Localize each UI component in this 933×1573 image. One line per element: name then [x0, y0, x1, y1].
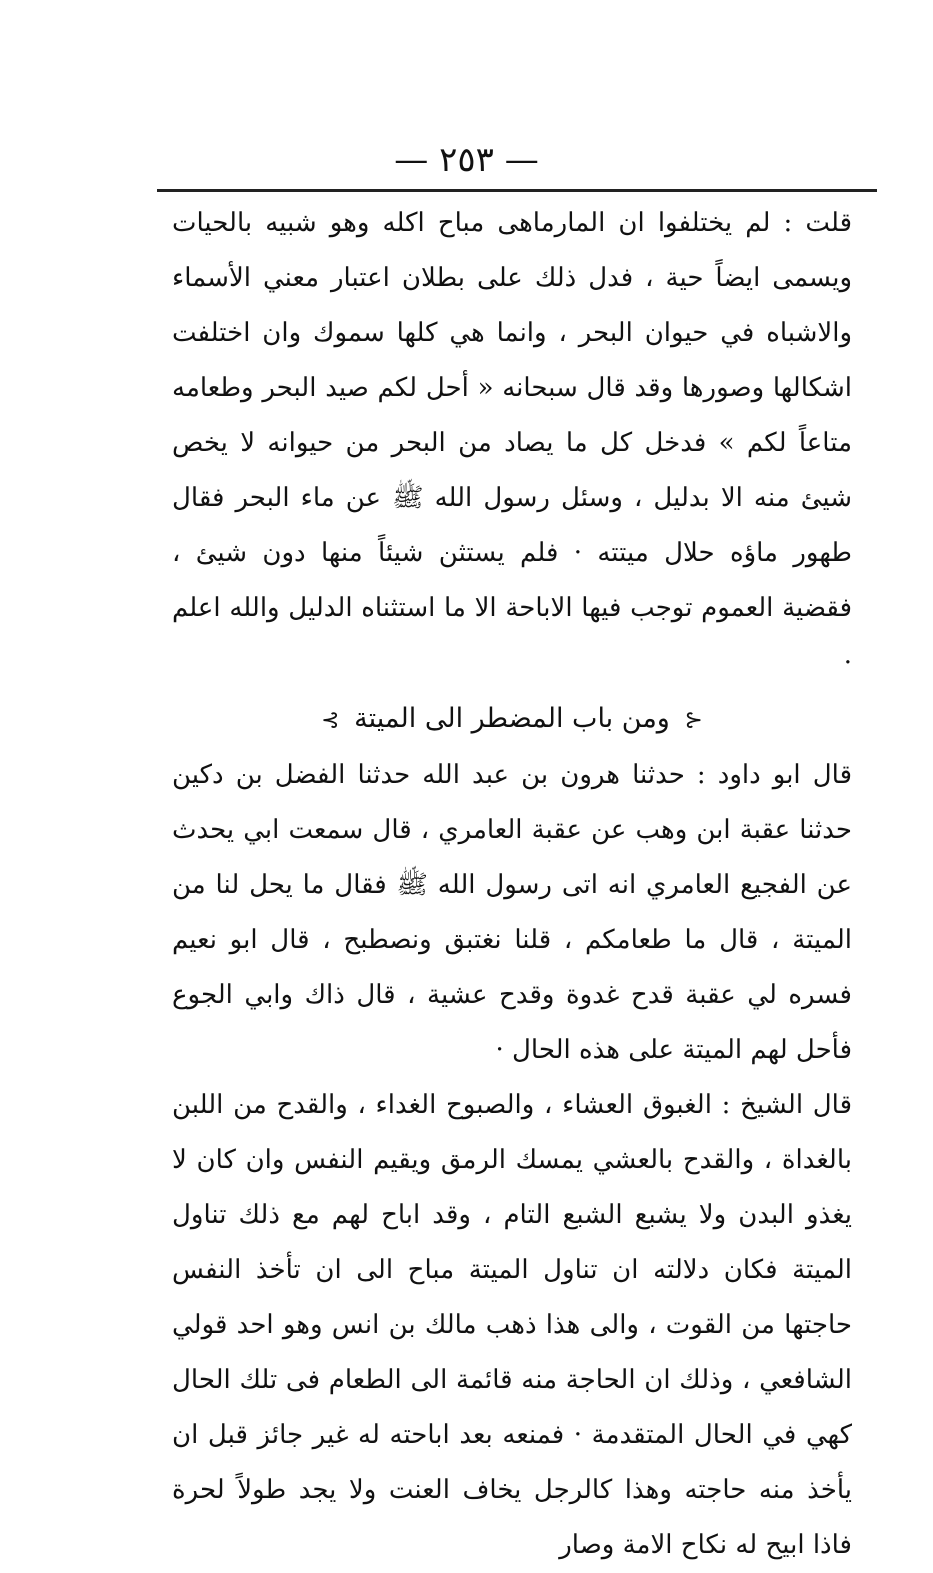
- paragraph: قال الشيخ : الغبوق العشاء ، والصبوح الغداء ، والقدح من اللبن بالغداة ، والقدح بالعشي يمسك الرمق ويقيم النفس وان كان لا يغذو البدن ولا يشبع الشبع التام ، وقد اباح لهم مع ذلك تناول الميتة فكان دلالته ان تناول الميتة مباح الى ان تأخذ النفس حاجتها من القوت ، والى هذا ذهب مالك بن انس وهو احد قولي الشافعي ، وذلك ان الحاجة منه قائمة الى الطعام فى تلك الحال كهي في الحال المتقدمة · فمنعه بعد اباحته له غير جائز قبل ان يأخذ منه حاجته وهذا كالرجل يخاف العنت ولا يجد طولاً لحرة فاذا ابيح له نكاح الامة وصار: [172, 1090, 852, 1560]
- ornament-right: ⊰: [684, 708, 703, 733]
- ornament-left: ⊱: [321, 708, 340, 733]
- body-text: [172, 196, 852, 1573]
- section-heading-text: ومن باب المضطر الى الميتة: [354, 703, 670, 734]
- paragraph: قلت : لم يختلفوا ان المارماهى مباح اكله وهو شبيه بالحيات ويسمى ايضاً حية ، فدل ذلك على بطلان اعتبار معني الأسماء والاشباه في حيوان البحر ، وانما هي كلها سموك وان اختلفت اشكالها وصورها وقد قال سبحانه « أحل لكم صيد البحر وطعامه متاعاً لكم » فدخل كل ما يصاد من البحر من حيوانه لا يخص شيئ منه الا بدليل ، وسئل رسول الله ﷺ عن ماء البحر فقال طهور ماؤه حلال ميتته · فلم يستثن شيئاً منها دون شيئ ، فقضية العموم توجب فيها الاباحة الا ما استثناه الدليل والله اعلم ·: [172, 208, 852, 678]
- page-number: — ٢٥٣ —: [394, 140, 539, 180]
- header-rule: [157, 189, 877, 192]
- section-heading: [172, 691, 852, 748]
- paragraph: قال ابو داود : حدثنا هرون بن عبد الله حدثنا الفضل بن دكين حدثنا عقبة ابن وهب عن عقبة العامري ، قال سمعت ابي يحدث عن الفجيع العامري انه اتى رسول الله ﷺ فقال ما يحل لنا من الميتة ، قال ما طعامكم ، قلنا نغتبق ونصطبح ، قال ابو نعيم فسره لي عقبة قدح غدوة وقدح عشية ، قال ذاك وابي الجوع فأحل لهم الميتة على هذه الحال ·: [172, 760, 852, 1065]
